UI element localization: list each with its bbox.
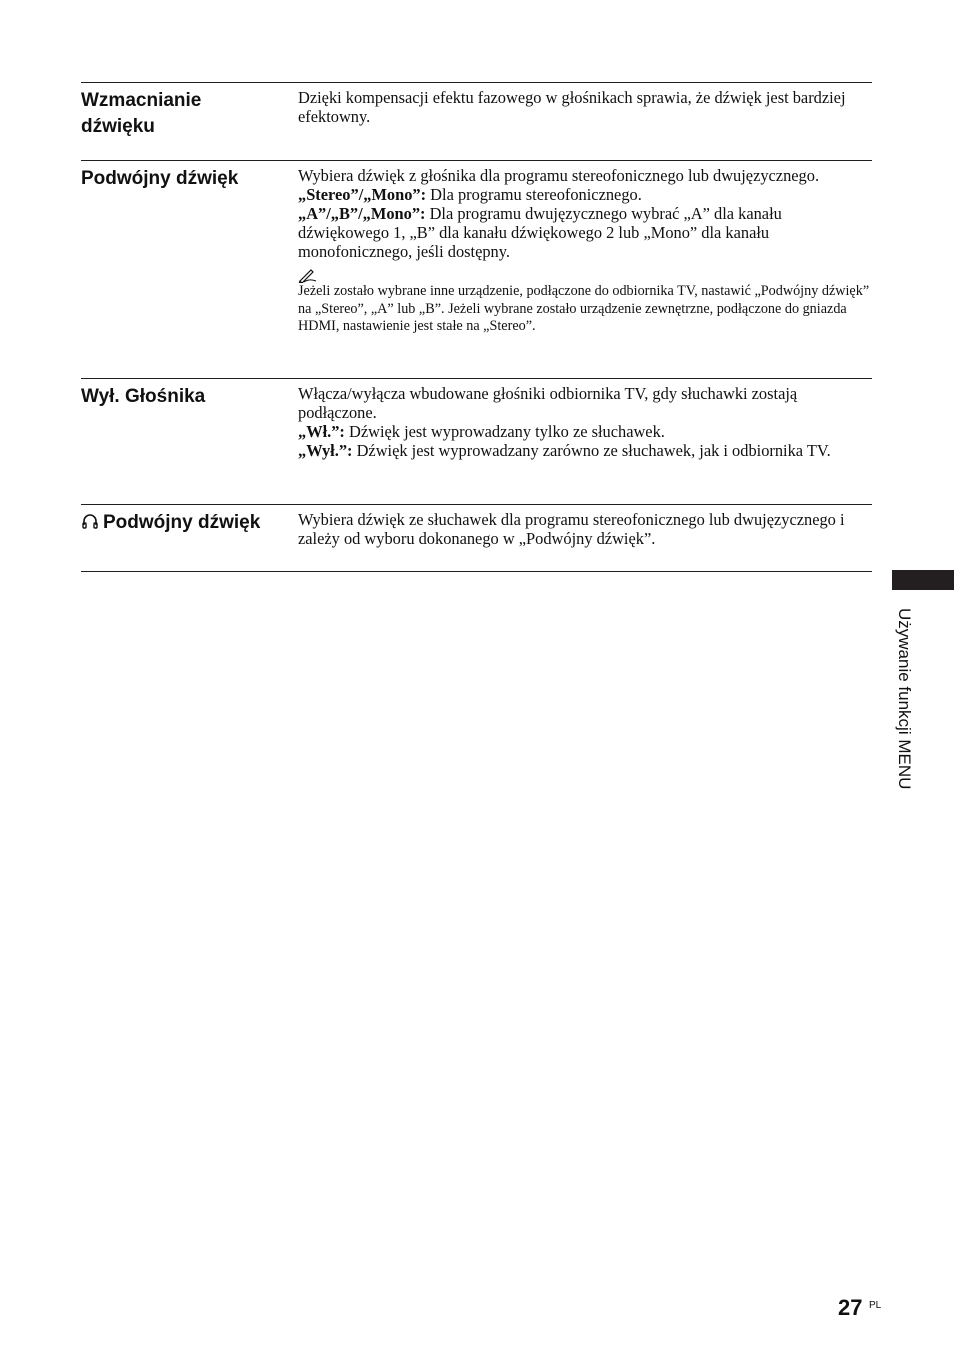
page-language: PL bbox=[869, 1300, 882, 1311]
row-sound-enhancer bbox=[81, 83, 872, 161]
row-description bbox=[298, 379, 872, 504]
description-line: Wybiera dźwięk ze słuchawek dla programu stereofonicznego lub dwujęzycznego i zależy od wyboru dokonanego w „Podwójny dźwięk”. bbox=[298, 510, 845, 548]
pencil-note-icon bbox=[298, 267, 318, 283]
description-line: „Wł.”: Dźwięk jest wyprowadzany tylko ze słuchawek. bbox=[298, 422, 665, 441]
row-description bbox=[298, 161, 872, 378]
row-label: Podwójny dźwięk bbox=[81, 168, 239, 189]
section-tab-marker bbox=[892, 570, 954, 590]
page-number: 27 bbox=[838, 1295, 863, 1320]
row-speaker-off bbox=[81, 379, 872, 505]
description-line: Wybiera dźwięk z głośnika dla programu stereofonicznego lub dwujęzycznego. bbox=[298, 166, 820, 185]
settings-table bbox=[81, 82, 872, 572]
description-line: Dzięki kompensacji efektu fazowego w głośnikach sprawia, że dźwięk jest bardziej efektowny. bbox=[298, 88, 846, 126]
description-line: „A”/„B”/„Mono”: Dla programu dwujęzycznego wybrać „A” dla kanału dźwiękowego 1, „B” dla kanału dźwiękowego 2 lub „Mono” dla kanału monofonicznego, jeśli dostępny. bbox=[298, 204, 782, 261]
row-label: Podwójny dźwięk bbox=[81, 505, 298, 571]
row-label: Wzmacnianie dźwięku bbox=[81, 90, 202, 137]
description-line: „Wył.”: Dźwięk jest wyprowadzany zarówno ze słuchawek, jak i odbiornika TV. bbox=[298, 441, 831, 460]
headphones-icon bbox=[81, 512, 99, 530]
row-description bbox=[298, 83, 872, 160]
row-label: Wył. Głośnika bbox=[81, 386, 206, 407]
row-dual-sound bbox=[81, 161, 872, 379]
description-line: „Stereo”/„Mono”: Dla programu stereofonicznego. bbox=[298, 185, 642, 204]
row-description bbox=[298, 505, 872, 571]
note-text: Jeżeli zostało wybrane inne urządzenie, podłączone do odbiornika TV, nastawić „Podwójny dźwięk” na „Stereo”, „A” lub „B”. Jeżeli wybrane zostało urządzenie zewnętrzne, podłączone do gniazda HDMI, nastawienie jest stałe na „Stereo”. bbox=[298, 283, 870, 334]
section-tab-label: Używanie funkcji MENU bbox=[895, 608, 914, 790]
row-headphone-dual-sound bbox=[81, 505, 872, 572]
description-line: Włącza/wyłącza wbudowane głośniki odbiornika TV, gdy słuchawki zostają podłączone. bbox=[298, 384, 798, 422]
